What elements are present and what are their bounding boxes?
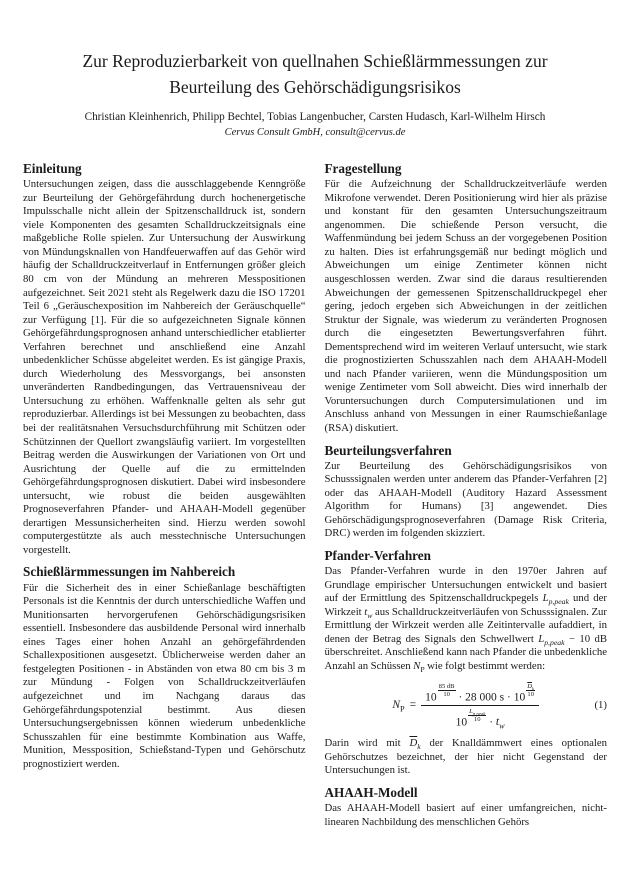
main-fraction — [421, 683, 539, 729]
exponent-fraction-Lppeak — [468, 708, 486, 724]
right-column — [325, 161, 608, 829]
two-column-body — [23, 161, 607, 829]
text-run: Darin wird mit — [324, 737, 410, 750]
section-heading-einleitung: Einleitung — [23, 161, 82, 176]
math-var-NP: N — [413, 660, 421, 673]
exp-top-85dB: 85 dB — [438, 682, 455, 690]
math-base-10: 10 — [425, 690, 437, 703]
exp-bot-10: 10 — [473, 716, 481, 724]
text-run: Das Pfander-Verfahren wurde in den 1970er Jahren auf Grundlage empirischer Untersuchungen entwickelt und basiert auf der Ermittlung des Spitzenschalldruckpegels — [324, 565, 607, 605]
math-sub-P: P — [420, 665, 425, 675]
authors-line: Christian Kleinhenrich, Philipp Bechtel, Tobias Langenbucher, Carsten Hudasch, Karl-Wilhelm Hirsch — [84, 111, 546, 123]
math-var-Lppeak: L — [538, 632, 545, 645]
math-base-10: 10 — [455, 716, 468, 729]
section-heading-fragestellung: Fragestellung — [324, 161, 402, 176]
fragestellung-paragraph: Für die Aufzeichnung der Schalldruckzeitverläufe werden Mikrofone verwendet. Deren Positionierung wird hier als präzise und konstant für den gesamten Untersuchungszeitraum angenommen. Die schießende Person versucht, die Waffenmündung bei jedem Schuss an der vorgegebenen Position zu halten. Dies ist erfahrungsgemäß nur bedingt möglich und Abweichungen um einige Zentimeter können nicht ausgeschlossen werden. Zwar sind die daraus resultierenden Abweichungen der gemessenen Spitzenschalldruckpegel eher gering, jedoch ergeben sich Abweichungen in der zeitlichen Struktur der Signale, was wiederum zu veränderten Prognosen durch die eingesetzten Bewertungsverfahren führt. Dementsprechend wird im weiteren Verlauf untersucht, wie stark die prognostizierten Schusszahlen nach dem AHAAH-Modell und nach Pfander variieren, wenn die Mündungsposition um wenige Zentimeter vom Soll abweicht. Dies wird innerhalb der Voruntersuchungen durch Computersimulationen und im Anschluss anhand von Messungen in einer Raumschießanlage (RSA) diskutiert. — [324, 178, 607, 435]
multiply-dot: · — [507, 690, 511, 703]
title-line-2: Beurteilung des Gehörschädigungsrisikos — [169, 77, 461, 97]
multiply-dot: · — [489, 716, 494, 729]
darin-paragraph — [325, 737, 608, 778]
schiesslaermmessungen-paragraph: Für die Sicherheit des in einer Schießanlage beschäftigten Personals ist die Kenntnis der durch unterschiedliche Waffen und Munitionsarten hervorgerufenen Gehörschädigungsrisiken essentiell. Insbesondere das ausbildende Personal wird innerhalb eines Tages einer hohen Anzahl an gehörgefährdenden Schallexpositionen ausgesetzt. Üblicherweise werden daher an festgelegten Positionen - in Abständen von etwa 80 cm bis 3 m zur Mündung - Folgen von Schalldruckzeitverläufen aufgezeichnet und im Nachgang daraus das Gehörgefährdungspotenzial bestimmt. Aus diesen Untersuchungsergebnissen können wiederum unbedenkliche Schusszahlen für eine bestimmte Kombination aus Waffe, Munition, Messposition, Schießstand-Typen und Gehörschutz prognostiziert werden. — [23, 581, 306, 770]
constant-28000s: 28 000 s — [465, 690, 505, 703]
affiliation-line: Cervus Consult GmbH, consult@cervus.de — [224, 127, 406, 138]
math-sub-P: P — [400, 704, 405, 714]
math-N: N — [392, 699, 401, 712]
exponent-fraction-85dB — [438, 683, 456, 699]
pfander-paragraph — [325, 565, 608, 673]
exponent-fraction-Dk — [526, 683, 535, 699]
math-var-NP — [392, 699, 405, 714]
text-run: wie folgt bestimmt werden: — [424, 660, 546, 673]
einleitung-paragraph: Untersuchungen zeigen, dass die ausschlaggebende Kenngröße zur Beurteilung der Gehörgefährdung durch hochenergetische Impulsschalle nicht allein der Spitzenschalldruck ist, sondern viele Komponenten des gesamten Schalldruckzeitsignals eine maßgebliche Rolle spielen. Zur Untersuchung der Auswirkung von Mündungsknallen von Handfeuerwaffen auf das Gehör wird häufig der Schalldruckzeitverlauf in Entfernungen größer gleich 80 cm von der Mündung an mehreren Messpositionen aufgezeichnet. Seit 2021 steht als Regelwerk dazu die ISO 17201 Teil 6 „Geräuschexposition im Nahbereich der Geräuschquelle“ zur Verfügung [1]. Für die so aufgezeichneten Signale können Gehörgefährdungsprognosen anhand unterschiedlicher etablierter Verfahren berechnet und anschließend eine Anzahl unbedenklicher Schüsse abgeleitet werden. Es ist gängige Praxis, durch Wiederholung des Messvorgangs, bei ansonsten unveränderten Randbedingungen, das Vertrauensniveau der Untersuchung zu erhöhen. Waffenknalle gelten als sehr gut reproduzierbar. Allerdings ist bei Messungen zu beobachten, dass bei der realitätsnahen Versuchsdurchführung mit Schützen oder Schützinnen der Quellort zwangsläufig variiert. Im vorgestellten Beitrag werden die Auswirkungen der Variationen von Ort und Ausrichtung der Quelle auf die zu ermittelnden Gehörgefährdungsprognosen diskutiert. Dabei wird insbesondere untersucht, wie robust die beiden ausgewählten Prognoseverfahren Pfander- und AHAAH-Modell gegenüber derartigen Messunsicherheiten sind. Hierzu werden sowohl computergestützte als auch messtechnische Untersuchungen vorgestellt. — [23, 178, 306, 556]
math-sub-ppeak: p,peak — [548, 597, 569, 607]
text-run: − 10 dB überschreitet. Anschließend kann nach Pfander die unbedenkliche Anzahl an Schüssen — [324, 632, 607, 673]
text-run: aus Schalldruckzeitverläufen von Schusssignalen. Zur Ermittlung der Wirkzeit werden alle Zeitintervalle aufaddiert, in denen der Betrag des Signals den Schwellwert — [324, 605, 607, 645]
text-run: der Knalldämmwert eines optionalen Gehörschutzes bezeichnet, der hier nicht Gegenstand der Untersuchungen ist. — [324, 737, 608, 777]
math-sub-ppeak: p,peak — [544, 638, 565, 648]
text-run: und der Wirkzeit — [324, 592, 608, 618]
math-var-tw — [495, 716, 505, 731]
fraction-numerator — [421, 683, 539, 706]
math-var-Lppeak: L — [542, 592, 549, 605]
equals-sign: = — [409, 699, 417, 712]
math-sub-k: k — [417, 742, 421, 752]
math-t: t — [495, 716, 500, 729]
math-sub-w: w — [499, 721, 505, 731]
section-heading-beurteilungsverfahren: Beurteilungsverfahren — [324, 442, 452, 458]
math-Dbar: $\overline{D}$ — [409, 737, 418, 750]
section-heading-schiesslaermmessungen: Schießlärmmessungen im Nahbereich — [23, 564, 236, 580]
exp-bot-10: 10 — [443, 690, 450, 698]
paper-title — [23, 48, 607, 100]
fraction-denominator — [421, 706, 539, 731]
math-sub-ppeak: p,peak — [472, 712, 486, 718]
equation-1-expression — [392, 683, 539, 729]
exp-top-Lppeak — [468, 708, 486, 716]
multiply-dot: · — [458, 690, 463, 703]
math-sub-w: w — [367, 610, 373, 620]
equation-number: (1) — [594, 699, 607, 712]
section-heading-pfander-verfahren: Pfander-Verfahren — [324, 548, 431, 564]
math-Dbar: $\overline{D}$ — [527, 682, 533, 690]
math-base-10: 10 — [513, 690, 526, 703]
math-L: L — [469, 707, 473, 715]
exp-bot-10: 10 — [527, 690, 534, 698]
equation-1 — [325, 683, 608, 729]
left-column — [23, 161, 306, 829]
section-heading-ahaah-modell: AHAAH-Modell — [324, 784, 418, 800]
exp-top-Dk — [526, 683, 535, 691]
math-sub-k: k — [532, 686, 535, 692]
beurteilungsverfahren-paragraph: Zur Beurteilung des Gehörschädigungsrisikos von Schusssignalen werden unter anderem das Pfander-Verfahren [2] oder das AHAAH-Modell (Auditory Hazard Assessment Algorithm for Humans) [3] angewendet. Dies Gehörschädigungsprognoseverfahren (Damage Risk Criteria, DRC) werden im folgenden skizziert. — [324, 459, 607, 540]
math-var-tw: t — [364, 605, 368, 618]
title-line-1: Zur Reproduzierbarkeit von quellnahen Schießlärmmessungen zur — [82, 51, 548, 71]
ahaah-paragraph: Das AHAAH-Modell basiert auf einer umfangreichen, nicht-linearen Nachbildung des menschlichen Gehörs — [324, 802, 607, 828]
